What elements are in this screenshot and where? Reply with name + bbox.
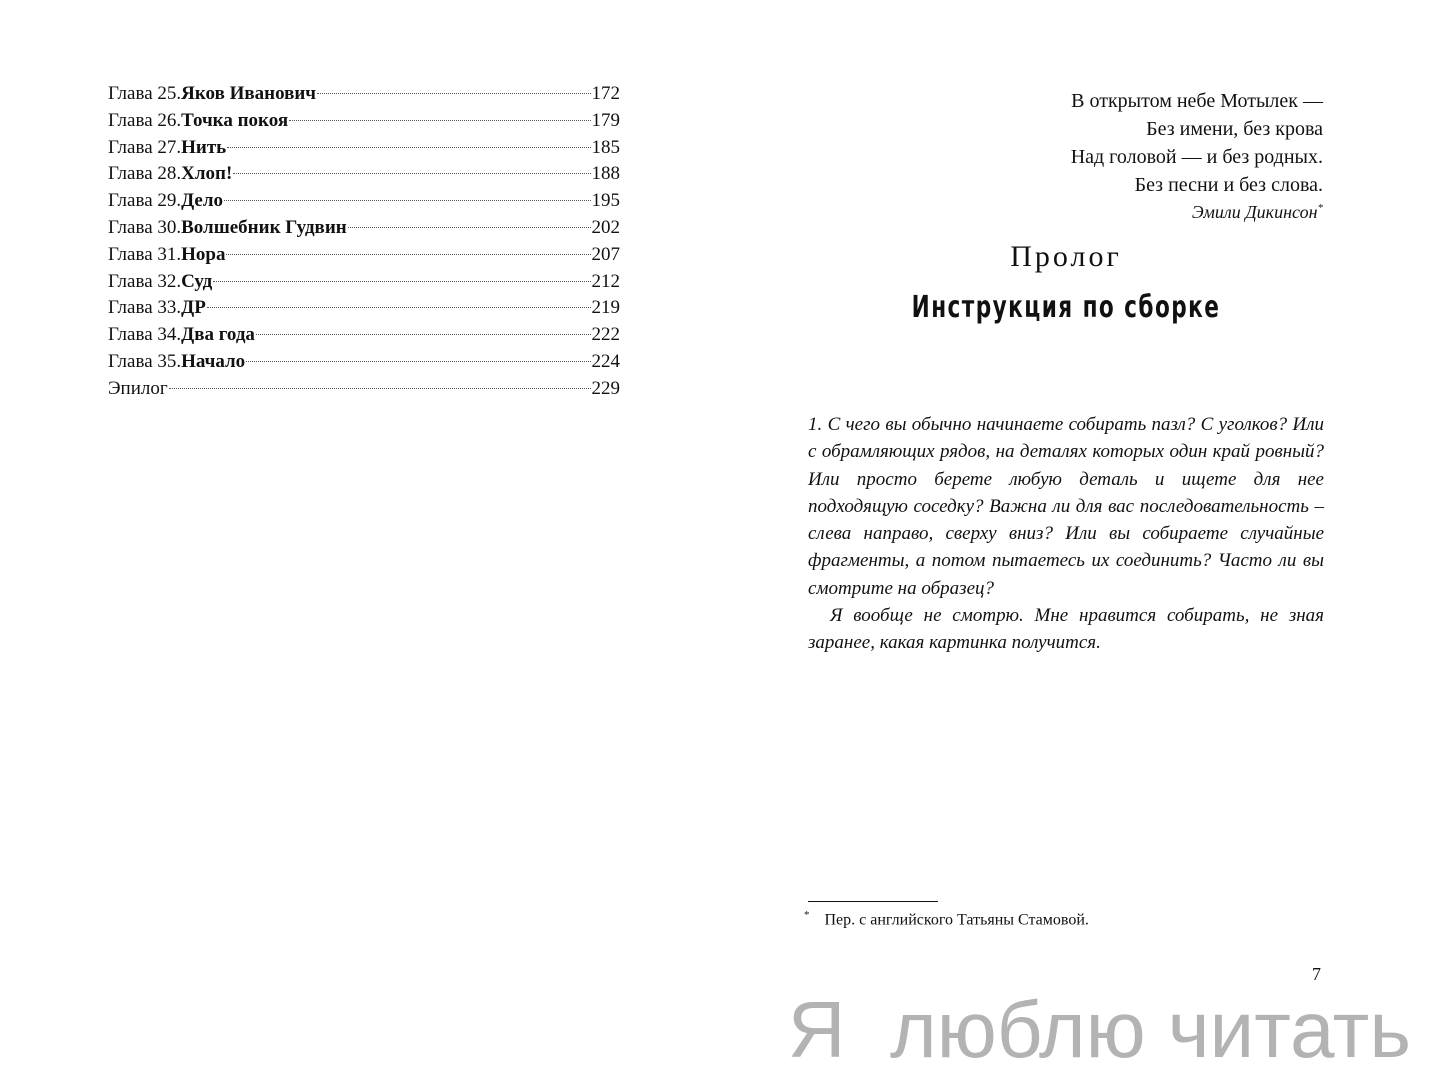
toc-entry: [108, 135, 620, 162]
toc-page-number: 212: [591, 270, 620, 292]
toc-entry-label: Глава 27.: [108, 136, 182, 158]
toc-entry-label: Глава 30.: [108, 216, 182, 238]
toc-dot-leader: [246, 361, 590, 362]
epigraph-line: Без песни и без слова.: [1134, 174, 1323, 196]
toc-entry-label: Глава 29.: [108, 190, 182, 212]
footnote-mark: *: [804, 909, 810, 921]
paragraph: 1. С чего вы обычно начинаете собирать пазл? С уголков? Или с обрамляющих рядов, на деталях которых один край ровный? Или просто берете любую деталь и ищете для нее подходящую соседку? Важна ли для вас последовательность – слева направо, сверху вниз? Или вы собираете случайные фрагменты, а потом пытаетесь их соединить? Часто ли вы смотрите на образец?: [808, 414, 1324, 599]
toc-entry-title: Волшебник Гудвин: [181, 216, 347, 238]
toc-dot-leader: [256, 334, 591, 335]
page-number: 7: [1312, 964, 1321, 984]
toc-entry-label: Эпилог: [108, 377, 168, 399]
toc-entry-label: Глава 33.: [108, 297, 182, 319]
toc-dot-leader: [348, 227, 591, 228]
toc-entry-title: Дело: [181, 190, 224, 212]
left-page: [0, 0, 716, 1075]
toc-dot-leader: [213, 281, 590, 282]
epigraph-line: В открытом небе Мотылек —: [1071, 90, 1323, 112]
body-text: [808, 411, 1324, 657]
watermark: Я люблю читать: [787, 985, 1411, 1074]
epigraph-line: Над головой — и без родных.: [1070, 146, 1323, 168]
toc-page-number: 207: [591, 243, 620, 265]
toc-entry-label: Глава 32.: [108, 270, 182, 292]
toc-page-number: 188: [591, 163, 620, 185]
toc-page-number: 202: [591, 216, 620, 238]
toc-dot-leader: [317, 93, 590, 94]
toc-dot-leader: [289, 120, 590, 121]
toc-page-number: 195: [591, 190, 620, 212]
toc-entry: [108, 295, 620, 322]
toc-entry: [108, 215, 620, 242]
toc-dot-leader: [169, 388, 591, 389]
toc-page-number: 219: [591, 297, 620, 319]
right-page: [716, 0, 1433, 1075]
toc-entry: [108, 81, 620, 108]
toc-entry-label: Глава 25.: [108, 83, 182, 104]
footnote-text: Пер. с английского Татьяны Стамовой.: [824, 911, 1089, 929]
toc-entry-title: Точка покоя: [181, 109, 289, 131]
toc-page-number: 179: [591, 109, 620, 131]
toc-entry-label: Глава 31.: [108, 243, 182, 265]
chapter-title: Инструкция по сборке: [911, 290, 1221, 325]
toc-entry-label: Глава 26.: [108, 109, 182, 131]
toc-dot-leader: [226, 254, 590, 255]
toc-dot-leader: [227, 147, 590, 148]
toc-entry-label: Глава 28.: [108, 163, 182, 185]
toc-dot-leader: [207, 307, 591, 308]
toc-entry-title: Нить: [181, 136, 227, 158]
toc-entry: [108, 242, 620, 269]
toc-page-number: 229: [591, 377, 620, 399]
epigraph-line: Без имени, без крова: [1146, 118, 1323, 140]
toc-entry-title: Нора: [181, 243, 226, 265]
toc-entry-label: Глава 35.: [108, 350, 182, 372]
toc-entry: [108, 188, 620, 215]
table-of-contents: [108, 81, 620, 403]
toc-entry-title: Суд: [181, 270, 213, 292]
paragraph: Я вообще не смотрю. Мне нравится собирать, не зная заранее, какая картинка получится.: [808, 605, 1324, 654]
toc-entry: [108, 269, 620, 296]
footnote: [804, 903, 1089, 932]
epigraph-author: [1071, 199, 1323, 225]
toc-dot-leader: [233, 173, 590, 174]
footnote-reference: *: [1317, 202, 1323, 214]
toc-dot-leader: [224, 200, 590, 201]
toc-entry-title: Два года: [181, 324, 255, 346]
toc-entry-label: Глава 34.: [108, 324, 182, 346]
toc-page-number: 224: [591, 350, 620, 372]
prologue-label: Пролог: [1010, 240, 1122, 273]
toc-page-number: 185: [591, 136, 620, 158]
toc-entry: [108, 108, 620, 135]
toc-entry: [108, 376, 620, 403]
toc-entry-title: Яков Иванович: [181, 83, 317, 104]
toc-entry-title: Хлоп!: [181, 163, 233, 185]
toc-entry-title: Начало: [181, 350, 246, 372]
toc-page-number: 222: [591, 324, 620, 346]
footnote-divider: [808, 901, 938, 902]
epigraph: [1071, 87, 1323, 225]
toc-entry: [108, 161, 620, 188]
epigraph-author-name: Эмили Дикинсон: [1191, 202, 1318, 222]
toc-entry-title: ДР: [181, 297, 206, 319]
toc-entry: [108, 349, 620, 376]
toc-page-number: 172: [591, 83, 620, 104]
toc-entry: [108, 322, 620, 349]
